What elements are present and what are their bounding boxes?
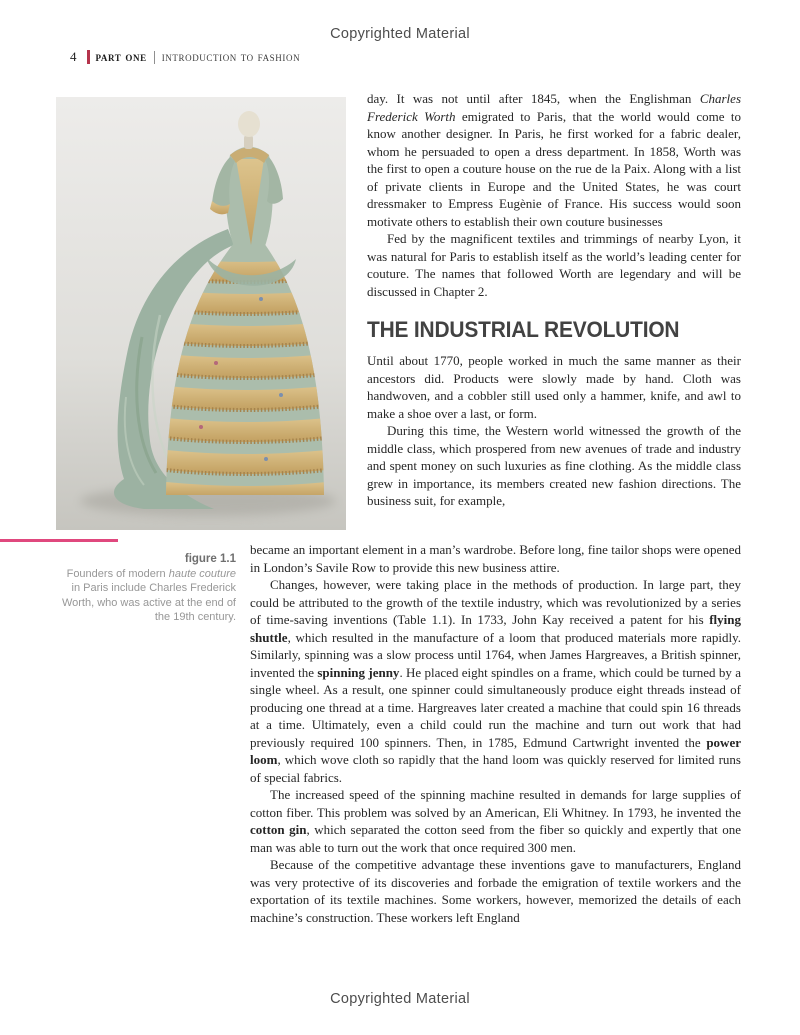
paragraph: Fed by the magnificent textiles and trimmings of nearby Lyon, it was natural for Paris to establish itself as the world’s leading center for couture. The names that followed Worth are legendary and will be discussed in Chapter 2. [367,231,741,299]
page-header [70,49,300,65]
article-full-width [250,541,741,926]
section-heading: THE INDUSTRIAL REVOLUTION [367,317,680,342]
paragraph: Because of the competitive advantage these inventions gave to manufacturers, England was very protective of its discoveries and forbade the emigration of textile workers and the exportation of its textile machines. Some workers, however, memorized the details of each machine’s construction. These workers left England [250,857,741,925]
paragraph: became an important element in a man’s wardrobe. Before long, fine tailor shops were opened in London’s Savile Row to provide this new business attire. [250,542,741,575]
part-label: part one [95,49,147,64]
paragraph: During this time, the Western world witnessed the growth of the middle class, which prospered from new avenues of trade and industry and spent money on such luxuries as fine clothing. As the middle class grew in importance, its members created new fashion directions. The business suit, for example, [367,423,741,508]
figure-1-1-photo [56,97,346,530]
header-divider [154,51,155,64]
copyright-notice-bottom: Copyrighted Material [330,991,470,1007]
header-accent-bar [87,50,90,64]
article-column [367,90,741,510]
figure-label: figure 1.1 [184,553,236,565]
bustle-gown-photo [56,97,346,530]
paragraph: day. It was not until after 1845, when the Englishman Charles Frederick Worth emigrated to Paris, that the world would come to know another designer. In Paris, he first worked for a fabric dealer, whom he persuaded to open a dress department. In 1858, Worth was the first to open a couture house on the rue de la Paix. Along with a list of private clients in Europe and the United States, he was court dressmaker to Empress Eugènie of France. His success would soon motivate others to establish their own couture businesses [367,91,742,229]
caption-accent-rule [0,539,118,542]
page-number: 4 [70,49,77,64]
paragraph: The increased speed of the spinning machine resulted in demands for large supplies of cotton fiber. This problem was solved by an American, Eli Whitney. In 1793, he invented the cotton gin, which separated the cotton seed from the fiber so quickly and expertly that one man was able to turn out the work that once required 300 men. [250,787,742,855]
paragraph: Until about 1770, people worked in much the same manner as their ancestors did. Products were slowly made by hand. Cloth was handwoven, and a cobbler still used only a hammer, knife, and awl to make a shoe over a last, or form. [367,353,741,421]
figure-caption-text: Founders of modern haute couture in Paris include Charles Frederick Worth, who was active at the end of the 19th century. [61,567,236,623]
figure-caption [55,552,236,625]
copyright-notice-top: Copyrighted Material [330,26,470,42]
paragraph: Changes, however, were taking place in the methods of production. In large part, they could be attributed to the growth of the textile industry, which was revolutionized by a series of time-saving inventions (Table 1.1). In 1733, John Kay received a patent for his flying shuttle, which resulted in the manufacture of a loom that produced materials more rapidly. Similarly, spinning was a slow process until 1764, when James Hargreaves, a British spinner, invented the spinning jenny. He placed eight spindles on a frame, which could be turned by a single wheel. As a result, one spinner could simultaneously produce eight threads instead of producing one thread at a time. Hargreaves later created a machine that could spin 16 threads at a time. Ultimately, even a child could run the machine and turn out work that had previously required 100 spinners. Then, in 1785, Edmund Cartwright invented the power loom, which wove cloth so rapidly that the hand loom was quickly reserved for limited runs of special fabrics. [250,577,741,785]
chapter-title: introduction to fashion [161,49,301,64]
